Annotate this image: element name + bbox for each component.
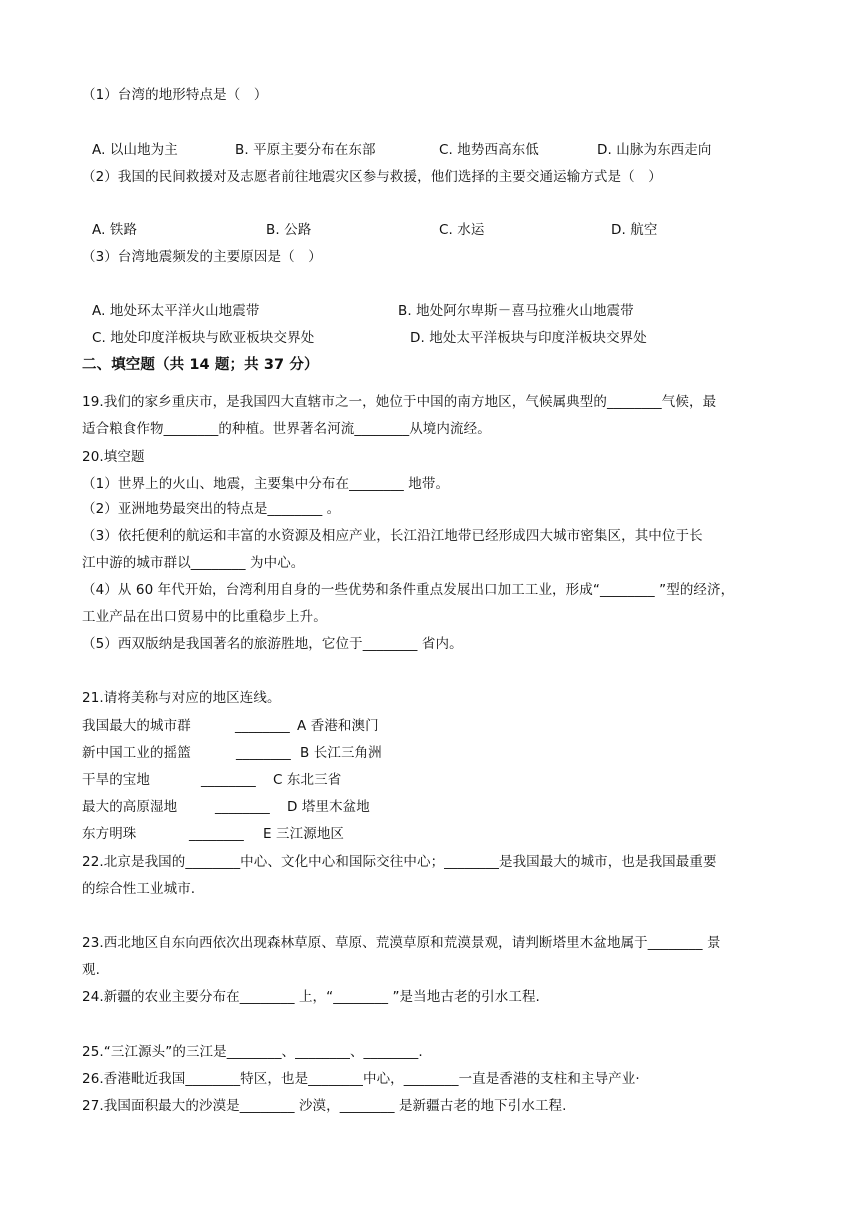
q21-row-blank: ________	[189, 826, 244, 842]
q20-sub3-line-1: （3）依托便利的航运和丰富的水资源及相应产业，长江沿江地带已经形成四大城市密集区，其中位于长	[82, 528, 703, 544]
q21-row-right: D 塔里木盆地	[287, 799, 370, 815]
q23-line-1: 23.西北地区自东向西依次出现森林草原、草原、荒漠草原和荒漠景观，请判断塔里木盆地属于________ 景	[82, 935, 721, 951]
q18-sub2-option-a: A. 铁路	[92, 222, 138, 238]
q21-row-right: A 香港和澳门	[297, 718, 379, 734]
q18-sub1-option-c: C. 地势西高东低	[439, 142, 539, 158]
q23-line-2: 观.	[82, 962, 100, 978]
q18-sub2-option-d: D. 航空	[611, 222, 658, 238]
q20-sub2: （2）亚洲地势最突出的特点是________ 。	[82, 501, 341, 517]
q18-sub3-option-a: A. 地处环太平洋火山地震带	[92, 303, 260, 319]
q20-sub3-line-2: 江中游的城市群以________ 为中心。	[82, 555, 305, 571]
q25: 25.“三江源头”的三江是________、________、________.	[82, 1044, 423, 1060]
q21-row-left: 干旱的宝地	[82, 772, 150, 788]
q18-sub3-stem: （3）台湾地震频发的主要原因是（ ）	[82, 249, 322, 265]
q20-title: 20.填空题	[82, 449, 145, 465]
q18-sub1-stem: （1）台湾的地形特点是（ ）	[82, 87, 268, 103]
q21-title: 21.请将美称与对应的地区连线。	[82, 690, 281, 706]
q21-row-blank: ________	[235, 718, 290, 734]
q18-sub1-option-d: D. 山脉为东西走向	[597, 142, 712, 158]
q20-sub5: （5）西双版纳是我国著名的旅游胜地，它位于________ 省内。	[82, 636, 463, 652]
q18-sub2-stem: （2）我国的民间救援对及志愿者前往地震灾区参与救援，他们选择的主要交通运输方式是（ ）	[82, 169, 662, 185]
q21-row-blank: ________	[215, 799, 270, 815]
q22-line-1: 22.北京是我国的________中心、文化中心和国际交往中心；________是我国最大的城市，也是我国最重要	[82, 854, 717, 870]
q18-sub2-option-b: B. 公路	[266, 222, 312, 238]
q18-sub1-option-b: B. 平原主要分布在东部	[235, 142, 376, 158]
q21-row-blank: ________	[201, 772, 256, 788]
q21-row-right: B 长江三角洲	[300, 745, 382, 761]
q18-sub3-option-b: B. 地处阿尔卑斯－喜马拉雅火山地震带	[398, 303, 634, 319]
section-heading-fill-in: 二、填空题（共 14 题；共 37 分）	[82, 357, 319, 373]
q19-line-1: 19.我们的家乡重庆市，是我国四大直辖市之一，她位于中国的南方地区，气候属典型的________气候，最	[82, 394, 717, 410]
q22-line-2: 的综合性工业城市.	[82, 881, 196, 897]
q18-sub1-option-a: A. 以山地为主	[92, 142, 178, 158]
q20-sub4-line-1: （4）从 60 年代开始，台湾利用自身的一些优势和条件重点发展出口加工工业，形成“________ ”型的经济，	[82, 582, 735, 598]
q20-sub4-line-2: 工业产品在出口贸易中的比重稳步上升。	[82, 609, 327, 625]
q21-row-left: 东方明珠	[82, 826, 137, 842]
q18-sub3-option-d: D. 地处太平洋板块与印度洋板块交界处	[410, 330, 647, 346]
q21-row-blank: ________	[236, 745, 291, 761]
q21-row-left: 我国最大的城市群	[82, 718, 191, 734]
q21-row-left: 新中国工业的摇篮	[82, 745, 191, 761]
q18-sub3-option-c: C. 地处印度洋板块与欧亚板块交界处	[92, 330, 315, 346]
q18-sub2-option-c: C. 水运	[439, 222, 485, 238]
q21-row-right: E 三江源地区	[263, 826, 345, 842]
q24: 24.新疆的农业主要分布在________ 上，“________ ”是当地古老的引水工程.	[82, 989, 540, 1005]
q27: 27.我国面积最大的沙漠是________ 沙漠，________ 是新疆古老的地下引水工程.	[82, 1098, 567, 1114]
q26: 26.香港毗近我国________特区，也是________中心，________一直是香港的支柱和主导产业·	[82, 1071, 640, 1087]
q21-row-right: C 东北三省	[273, 772, 342, 788]
q21-row-left: 最大的高原湿地	[82, 799, 178, 815]
q19-line-2: 适合粮食作物________的种植。世界著名河流________从境内流经。	[82, 421, 491, 437]
q20-sub1: （1）世界上的火山、地震，主要集中分布在________ 地带。	[82, 476, 450, 492]
